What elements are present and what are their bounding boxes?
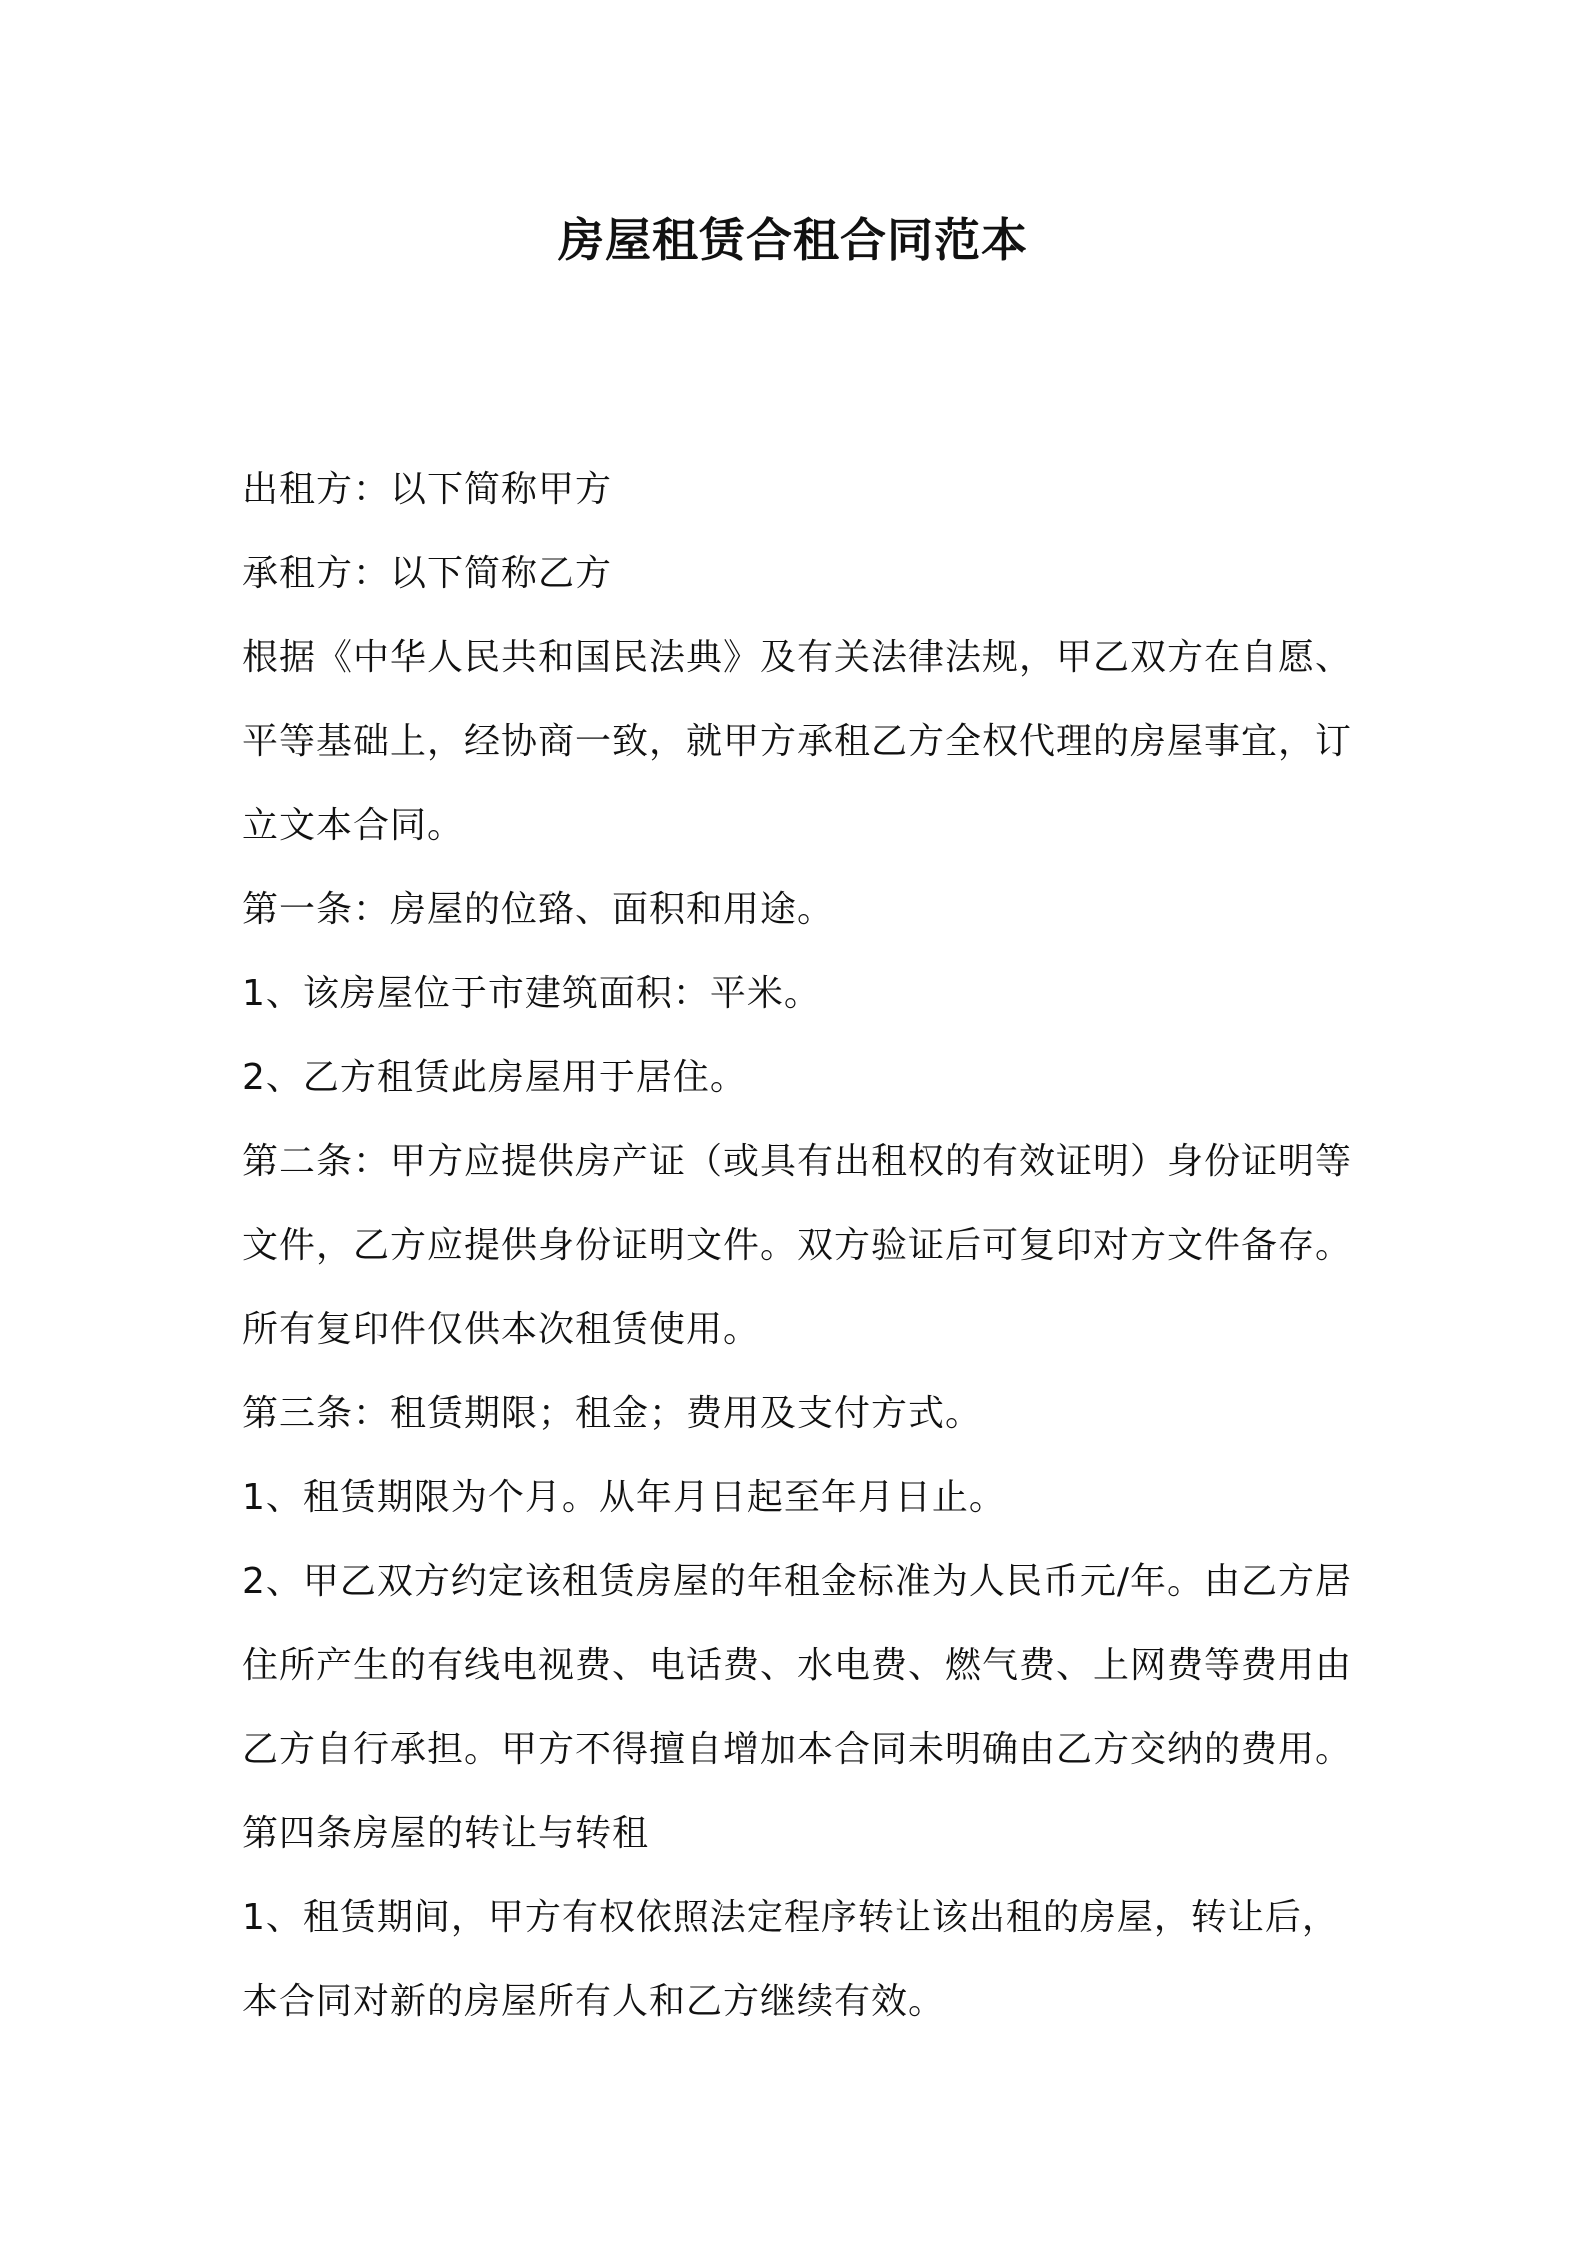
document-title: 房屋租赁合租合同范本: [558, 213, 1028, 267]
clause-line: 1、租赁期间，甲方有权依照法定程序转让该出租的房屋，转让后，: [242, 1897, 1339, 1938]
party-b-line: 承租方：以下简称乙方: [242, 553, 613, 594]
preamble-line: 平等基础上，经协商一致，就甲方承租乙方全权代理的房屋事宜，订: [242, 721, 1353, 762]
clause-line: 本合同对新的房屋所有人和乙方继续有效。: [242, 1981, 946, 2022]
clause-line: 1、该房屋位于市建筑面积：平米。: [242, 973, 821, 1014]
party-a-line: 出租方：以下简称甲方: [242, 469, 613, 510]
preamble-line: 根据《中华人民共和国民法典》及有关法律法规，甲乙双方在自愿、: [242, 637, 1353, 678]
article-heading: 第四条房屋的转让与转租: [242, 1813, 650, 1854]
clause-line: 2、乙方租赁此房屋用于居住。: [242, 1057, 747, 1098]
article-heading: 第二条：甲方应提供房产证（或具有出租权的有效证明）身份证明等: [242, 1141, 1353, 1182]
preamble-line: 立文本合同。: [242, 805, 465, 846]
article-heading: 第三条：租赁期限；租金；费用及支付方式。: [242, 1393, 983, 1434]
clause-line: 1、租赁期限为个月。从年月日起至年月日止。: [242, 1477, 1006, 1518]
clause-line: 文件，乙方应提供身份证明文件。双方验证后可复印对方文件备存。: [242, 1225, 1353, 1266]
clause-line: 住所产生的有线电视费、电话费、水电费、燃气费、上网费等费用由: [242, 1645, 1353, 1686]
clause-line: 乙方自行承担。甲方不得擅自增加本合同未明确由乙方交纳的费用。: [242, 1729, 1353, 1770]
document-body: [242, 448, 1362, 2044]
article-heading: 第一条：房屋的位臵、面积和用途。: [242, 889, 835, 930]
clause-line: 2、甲乙双方约定该租赁房屋的年租金标准为人民币元/年。由乙方居: [242, 1561, 1353, 1602]
clause-line: 所有复印件仅供本次租赁使用。: [242, 1309, 761, 1350]
